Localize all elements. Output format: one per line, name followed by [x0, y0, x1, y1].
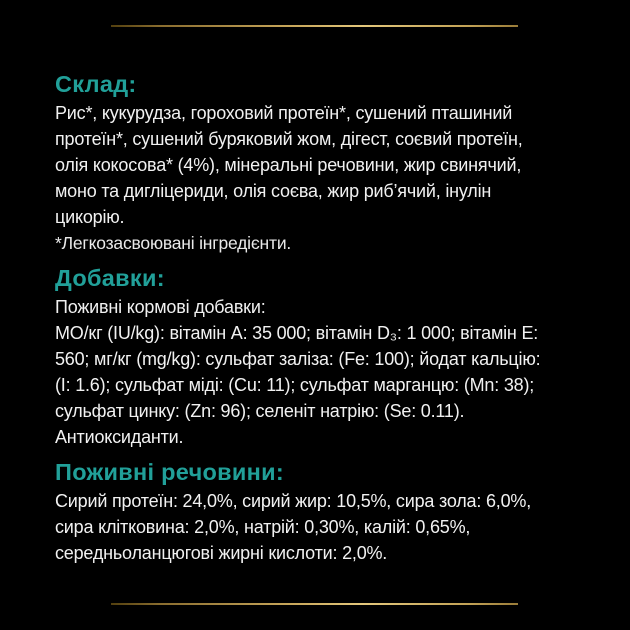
- section-composition: [55, 70, 595, 256]
- additives-line: Антиоксиданти.: [55, 427, 184, 447]
- composition-heading: Склад:: [55, 71, 137, 97]
- additives-heading: Добавки:: [55, 265, 165, 291]
- composition-text: [55, 100, 595, 256]
- composition-line: цикорію.: [55, 207, 125, 227]
- additives-line: (І: 1.6); сульфат міді: (Cu: 11); сульфат марганцю: (Mn: 38);: [55, 375, 535, 395]
- additives-line: Поживні кормові добавки:: [55, 297, 266, 317]
- nutrients-line: Сирий протеїн: 24,0%, сирий жир: 10,5%, сира зола: 6,0%,: [55, 491, 531, 511]
- section-additives: [55, 264, 595, 450]
- nutrients-line: середньоланцюгові жирні кислоти: 2,0%.: [55, 543, 388, 563]
- additives-line: МО/кг (IU/kg): вітамін A: 35 000; вітамін D₃: 1 000; вітамін E:: [55, 323, 539, 343]
- additives-line: 560; мг/кг (mg/kg): сульфат заліза: (Fe: 100); йодат кальцію:: [55, 349, 541, 369]
- composition-footnote: *Легкозасвоювані інгредієнти.: [55, 233, 292, 253]
- composition-line: олія кокосова* (4%), мінеральні речовини, жир свинячий,: [55, 155, 522, 175]
- nutrients-text: [55, 488, 595, 566]
- additives-line: сульфат цинку: (Zn: 96); селеніт натрію: (Se: 0.11).: [55, 401, 465, 421]
- product-info-panel: [55, 70, 595, 566]
- nutrients-line: сира клітковина: 2,0%, натрій: 0,30%, калій: 0,65%,: [55, 517, 471, 537]
- composition-line: протеїн*, сушений буряковий жом, дігест, соєвий протеїн,: [55, 129, 523, 149]
- top-gold-divider: [111, 25, 518, 27]
- section-nutrients: [55, 458, 595, 566]
- additives-text: [55, 294, 595, 450]
- composition-line: Рис*, кукурудза, гороховий протеїн*, сушений пташиний: [55, 103, 513, 123]
- bottom-gold-divider: [111, 603, 518, 605]
- nutrients-heading: Поживні речовини:: [55, 459, 285, 485]
- composition-line: моно та дигліцериди, олія соєва, жир риб’ячий, інулін: [55, 181, 492, 201]
